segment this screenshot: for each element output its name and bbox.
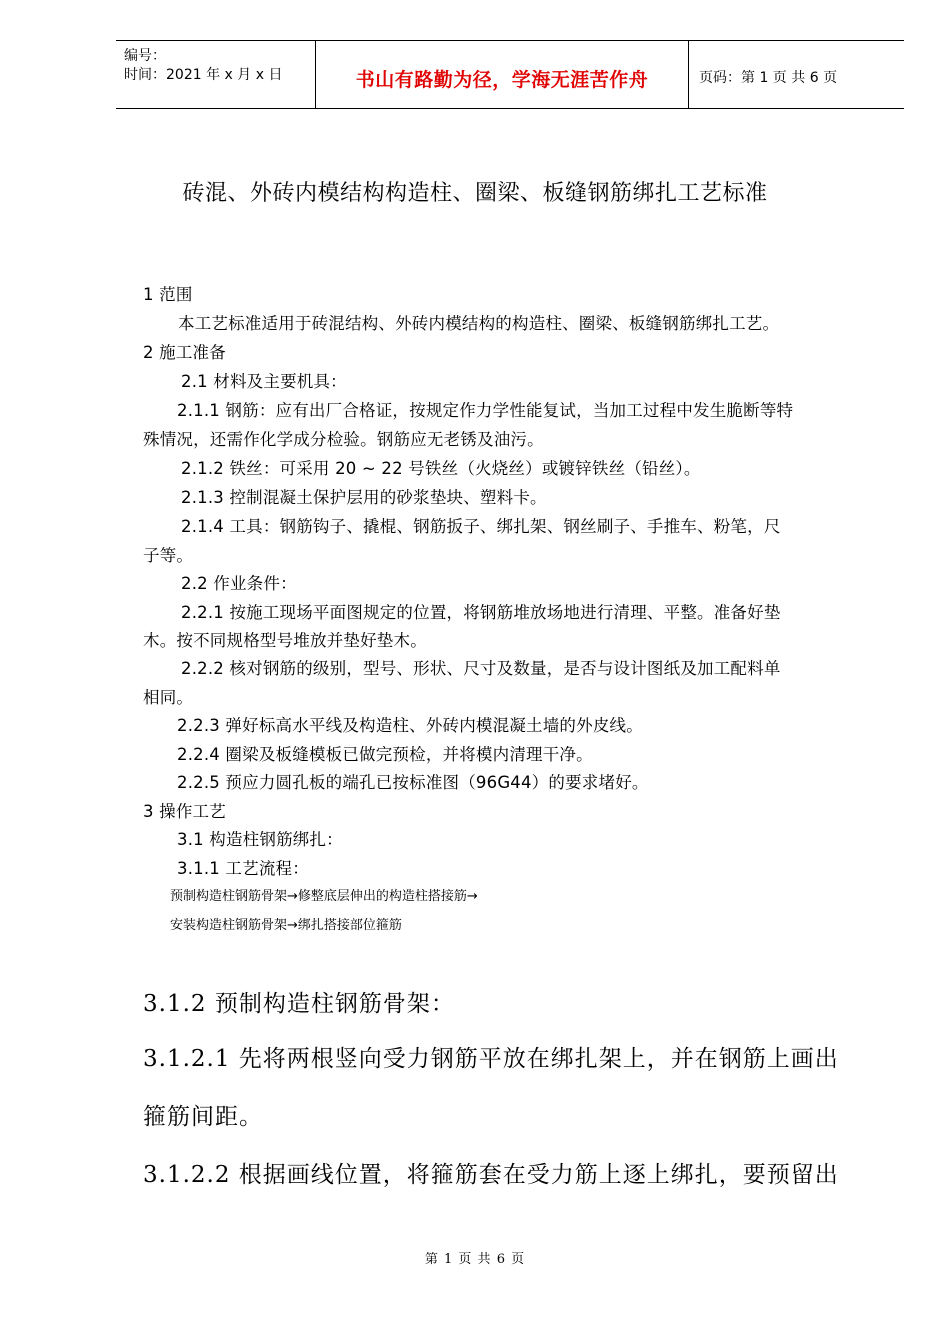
body-line: 2.1.2 铁丝：可采用 20 ~ 22 号铁丝（火烧丝）或镀锌铁丝（铅丝）。 bbox=[181, 459, 701, 478]
body-line: 2.2.3 弹好标高水平线及构造柱、外砖内模混凝土墙的外皮线。 bbox=[177, 716, 643, 735]
doc-time-label: 时间：2021 年 x 月 x 日 bbox=[124, 67, 283, 83]
document-title: 砖混、外砖内模结构构造柱、圈梁、板缝钢筋绑扎工艺标准 bbox=[182, 181, 768, 206]
header-page-info: 页码：第 1 页 共 6 页 bbox=[699, 70, 838, 86]
subsection-heading: 3.1 构造柱钢筋绑扎： bbox=[177, 830, 343, 849]
header-motto: 书山有路勤为径，学海无涯苦作舟 bbox=[355, 69, 649, 91]
subsection-heading: 2.1 材料及主要机具： bbox=[181, 372, 347, 391]
body-line-large: 3.1.2.2 根据画线位置，将箍筋套在受力筋上逐上绑扎，要预留出 bbox=[143, 1162, 839, 1188]
subsection-heading: 3.1.1 工艺流程： bbox=[177, 859, 309, 878]
subsection-heading: 2.2 作业条件： bbox=[181, 574, 297, 593]
body-line: 2.1.1 钢筋：应有出厂合格证，按规定作力学性能复试，当加工过程中发生脆断等特 bbox=[177, 401, 794, 420]
body-line: 2.1.4 工具：钢筋钩子、撬棍、钢筋扳子、绑扎架、钢丝刷子、手推车、粉笔，尺 bbox=[181, 517, 781, 536]
body-line-large: 箍筋间距。 bbox=[143, 1104, 263, 1130]
section-heading: 3 操作工艺 bbox=[143, 802, 226, 821]
section-heading: 1 范围 bbox=[143, 285, 193, 304]
body-line: 2.2.2 核对钢筋的级别，型号、形状、尺寸及数量，是否与设计图纸及加工配料单 bbox=[181, 659, 781, 678]
body-line: 本工艺标准适用于砖混结构、外砖内模结构的构造柱、圈梁、板缝钢筋绑扎工艺。 bbox=[178, 314, 780, 333]
body-line: 殊情况，还需作化学成分检验。钢筋应无老锈及油污。 bbox=[143, 430, 544, 449]
process-flow-line: 安装构造柱钢筋骨架→绑扎搭接部位箍筋 bbox=[170, 918, 402, 933]
section-heading: 2 施工准备 bbox=[143, 343, 226, 362]
page-footer: 第 1 页 共 6 页 bbox=[424, 1252, 526, 1267]
body-line: 2.1.3 控制混凝土保护层用的砂浆垫块、塑料卡。 bbox=[181, 488, 547, 507]
body-line: 2.2.1 按施工现场平面图规定的位置，将钢筋堆放场地进行清理、平整。准备好垫 bbox=[181, 603, 781, 622]
header-motto-cell bbox=[316, 41, 689, 108]
body-line: 木。按不同规格型号堆放并垫好垫木。 bbox=[143, 631, 427, 650]
body-line: 相同。 bbox=[143, 688, 194, 707]
body-line-large: 3.1.2 预制构造柱钢筋骨架： bbox=[143, 991, 455, 1017]
header-page-cell bbox=[689, 41, 904, 108]
process-flow-line: 预制构造柱钢筋骨架→修整底层伸出的构造柱搭接筋→ bbox=[170, 889, 478, 904]
header-meta-cell bbox=[116, 41, 316, 108]
body-line: 子等。 bbox=[143, 546, 194, 565]
body-line-large: 3.1.2.1 先将两根竖向受力钢筋平放在绑扎架上，并在钢筋上画出 bbox=[143, 1046, 839, 1072]
page-header bbox=[116, 40, 904, 109]
body-line: 2.2.5 预应力圆孔板的端孔已按标准图（96G44）的要求堵好。 bbox=[177, 773, 649, 792]
body-line: 2.2.4 圈梁及板缝模板已做完预检，并将模内清理干净。 bbox=[177, 745, 593, 764]
doc-number-label: 编号： bbox=[124, 48, 166, 64]
